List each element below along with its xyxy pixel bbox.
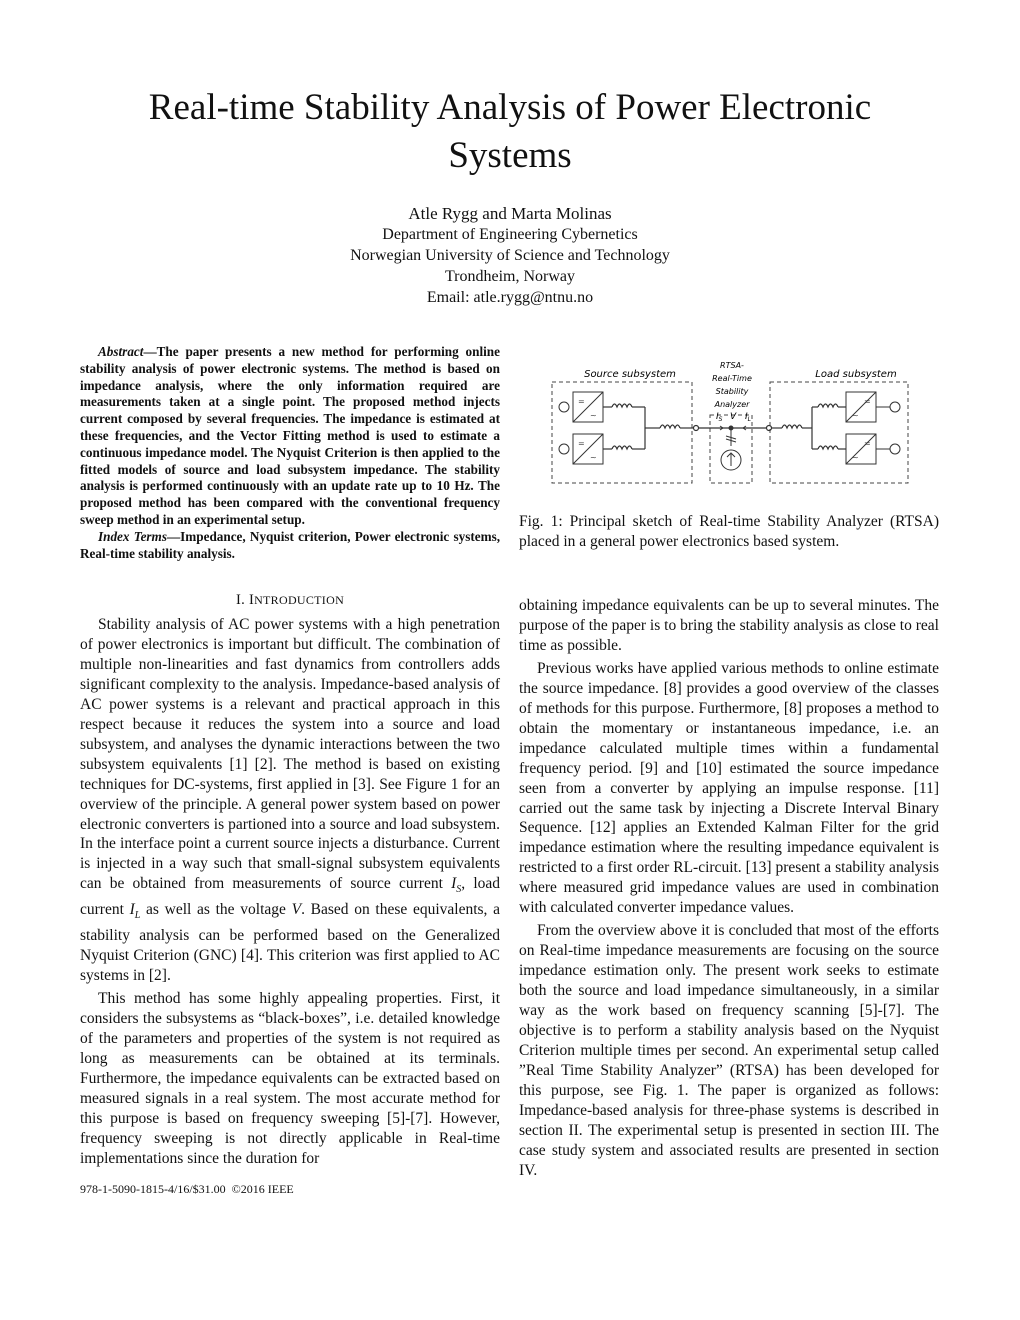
paper-title	[80, 84, 940, 180]
measurement-is-label: $I_S$	[716, 412, 723, 423]
rtsa-label-1: RTSA-	[720, 361, 744, 370]
load-converter-1	[846, 392, 900, 422]
title-line-1: Real-time Stability Analysis of Power Electronic	[148, 87, 872, 128]
rtsa-label-2: Real-Time	[712, 374, 752, 383]
right-column-body	[519, 596, 939, 1181]
author-location: Trondheim, Norway	[444, 268, 576, 285]
load-inductors	[772, 404, 846, 449]
source-converter-2	[559, 434, 603, 464]
index-terms-lead: Index Terms	[98, 528, 167, 544]
intro-paragraph-4: Previous works have applied various methods to online estimate the source impedance. [8] provides a good overview of the classes of methods for this purpose. Furthermore, [8] proposes a method to obtain the momentary or instantaneous impedance, i.e. an impedance calculated multiple times within a fundamental frequency period. [9] and [10] estimated the source impedance seen from a converter by applying an impulse response. [11] carried out the same task by injecting a Discrete Interval Binary Sequence. [12] applies an Extended Kalman Filter for the grid impedance estimation where the resulting impedance equivalent is restricted to a first order RL-circuit. [13] present a stability analysis where measured grid impedance values are used in combination with calculated converter impedance values.	[519, 659, 939, 917]
page-footer	[80, 1182, 500, 1197]
left-column-body	[80, 615, 500, 1169]
author-department: Department of Engineering Cybernetics	[382, 226, 638, 243]
section-heading	[80, 592, 500, 609]
source-subsystem-label: Source subsystem	[584, 369, 676, 380]
abstract	[80, 344, 500, 562]
figure-1-caption: Fig. 1: Principal sketch of Real-time Stability Analyzer (RTSA) placed in a general power electronics based system.	[519, 513, 939, 550]
load-subsystem-label: Load subsystem	[815, 369, 897, 380]
svg-text:=: =	[578, 439, 585, 448]
intro-paragraph-5: From the overview above it is concluded that most of the efforts on Real-time impedance measurements are focusing on the source impedance estimation only. The present work seeks to estimate both the source and load impedance simultaneously, in a similar way as the work based on frequency scanning [5]-[7]. The objective is to perform a stability analysis based on the Nyquist Criterion multiple times per second. An experimental setup called ”Real Time Stability Analyzer” (RTSA) has been developed for this purpose, see Fig. 1. The paper is organized as follows: Impedance-based analysis for three-phase systems is described in section II. The experimental setup is presented in section III. The case study system and associated results are presented in section IV.	[519, 922, 939, 1179]
rtsa-label-3: Stability	[715, 387, 749, 396]
svg-text:~: ~	[852, 411, 859, 420]
svg-text:~: ~	[852, 453, 859, 462]
figure-1-diagram	[550, 360, 910, 490]
svg-text:~: ~	[590, 453, 597, 462]
author-university: Norwegian University of Science and Technology	[350, 247, 670, 264]
current-source-icon	[710, 426, 746, 470]
author-names: Atle Rygg and Marta Molinas	[408, 204, 612, 223]
svg-text:=: =	[864, 397, 871, 406]
author-block	[200, 203, 820, 308]
abstract-paragraph	[80, 344, 500, 529]
svg-text:=: =	[578, 397, 585, 406]
rtsa-box	[710, 415, 752, 483]
index-terms-text: —Impedance, Nyquist criterion, Power electronic systems, Real-time stability analysis.	[80, 528, 500, 561]
index-terms	[80, 529, 500, 563]
intro-paragraph-2: This method has some highly appealing properties. First, it considers the subsystems as “black-boxes”, i.e. detailed knowledge of the parameters and properties of the system is not required as long as measurements can be obtained at its terminals. Furthermore, the impedance equivalents can be extracted based on measured signals in a real system. The most accurate method for this purpose is based on frequency sweeping [5]-[7]. However, frequency sweeping is not directly applicable in Real-time implementations since the duration for	[80, 990, 500, 1167]
intro-paragraph-3: obtaining impedance equivalents can be up to several minutes. The purpose of the paper is to bring the stability analysis as close to real time as possible.	[519, 597, 939, 654]
section-number: I.	[235, 592, 245, 608]
rtsa-label-4: Analyzer	[714, 400, 750, 409]
author-email: Email: atle.rygg@ntnu.no	[426, 289, 594, 306]
section-title-first: I	[248, 592, 255, 608]
load-subsystem-box	[770, 382, 908, 483]
intro-paragraph-1: Stability analysis of AC power systems with a high penetration of power electronics is important but difficult. The combination of multiple non-linearities and fast dynamics from controllers adds significant complexity to the analysis. Impedance-based analysis of AC power systems is a relevant and practical approach in this respect because it reduces the system into a source and load subsystem, and analyses the dynamic interactions between the two subsystem equivalents [1] [2]. The method is based on existing techniques for DC-systems, first applied in [3]. See Figure 1 for an overview of the principle. A general power system based on power electronic converters is partioned into a source and load subsystem. In the interface point a current source injects a disturbance. Current is injected in a way such that small-signal subsystem equivalents can be obtained from measurements of source current $I_S$, load current $I_L$ as well as the voltage V. Based on these equivalents, a stability analysis can be performed based on the Generalized Nyquist Criterion (GNC) [4]. This criterion was first applied to AC systems in [2].	[80, 616, 501, 985]
abstract-lead: Abstract	[98, 344, 144, 359]
abstract-text: —The paper presents a new method for performing online stability analysis of power electronic systems. The method is based on impedance analysis, where the only information required are measurements taken at a single point. The proposed method injects current composed by several frequencies. The impedance is estimated at these frequencies, and the Vector Fitting method is used to estimate a continuous impedance model. The Nyquist Criterion is then applied to the fitted models of source and load subsystem impedance. The stability analysis is performed continuously with an update rate up to 10 Hz. The proposed method has been compared with the conventional frequency sweep method in an experimental setup.	[80, 344, 500, 527]
footer-isbn: 978-1-5090-1815-4/16/$31.00	[80, 1182, 226, 1196]
svg-text:=: =	[864, 439, 871, 448]
load-converter-2	[846, 434, 900, 464]
title-line-2: Systems	[448, 135, 572, 176]
source-inductors	[603, 404, 772, 449]
measurement-v-label: V	[730, 412, 737, 422]
footer-copyright: ©2016 IEEE	[231, 1182, 294, 1196]
measurement-il-label: $I_L$	[745, 412, 751, 423]
section-title-rest: NTRODUCTION	[254, 593, 345, 607]
svg-text:~: ~	[590, 411, 597, 420]
source-converter-1	[559, 392, 603, 422]
